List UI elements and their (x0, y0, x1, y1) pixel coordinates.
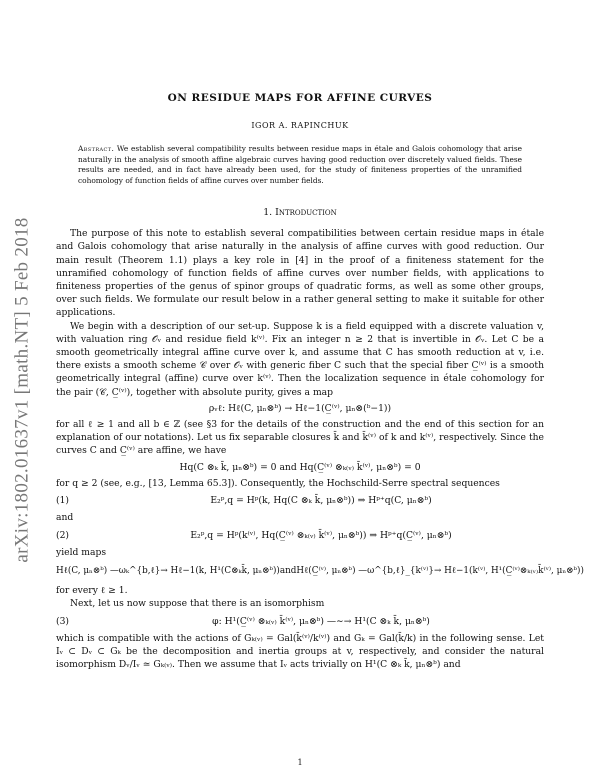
maps-display (56, 565, 584, 578)
page-number: 1 (297, 758, 303, 767)
abstract (78, 144, 522, 186)
paragraph-6: which is compatible with the actions of Gₖ₍ᵥ₎ = Gal(k̄⁽ᵛ⁾/k⁽ᵛ⁾) and Gₖ = Gal(k̄/k) in the following sense. Let Iᵥ ⊂ Dᵥ ⊂ Gₖ be the decomposition and inertia groups at v, respectively, and consider the natural isomorphism Dᵥ/Iᵥ ≃ Gₖ₍ᵥ₎. Then we assume that Iᵥ acts trivially on H¹(C ⊗ₖ k̄, μₙ⊗ᵇ) and (56, 632, 544, 671)
paragraph-1: The purpose of this note to establish several compatibilities between certain residue maps in étale and Galois cohomology that arise naturally in the analysis of affine curves with good reduction. Our main result (Theorem 1.1) plays a key role in [4] in the proof of a finiteness statement for the unramified cohomology of function fields of affine curves over number fields, with applications to finiteness properties of the genus of spinor groups of quadratic forms, as well as some other groups, over such fields. We formulate our result below in a rather general setting to make it suitable for other applications. (56, 228, 544, 319)
paragraph-4: for q ≥ 2 (see, e.g., [13, Lemma 65.3]). Consequently, the Hochschild-Serre spectral sequences (56, 477, 500, 489)
equation-2-row (56, 529, 544, 542)
equation-3: φ: H¹(C̲⁽ᵛ⁾ ⊗ₖ₍ᵥ₎ k̄⁽ᵛ⁾, μₙ⊗ᵇ) —∼→ H¹(C ⊗ₖ k̄, μₙ⊗ᵇ) (212, 615, 430, 627)
map-and: and (279, 565, 297, 576)
equation-3-row (56, 615, 544, 628)
for-every-text: for every ℓ ≥ 1. (56, 585, 128, 597)
map-right: Hℓ(C̲⁽ᵛ⁾, μₙ⊗ᵇ) —ω^{b,ℓ}_{k⁽ᵛ⁾}→ Hℓ−1(k⁽ᵛ⁾, H¹(C̲⁽ᵛ⁾⊗ₖ₍ᵥ₎k̄⁽ᵛ⁾, μₙ⊗ᵇ)) (296, 565, 584, 576)
section-heading: 1. Introduction (263, 207, 337, 219)
equation-rho: ρᵥℓ: Hℓ(C, μₙ⊗ᵇ) → Hℓ−1(C̲⁽ᵛ⁾, μₙ⊗(ᵇ−1)) (208, 402, 392, 414)
paper-title: ON RESIDUE MAPS FOR AFFINE CURVES (167, 92, 433, 104)
map-left: Hℓ(C, μₙ⊗ᵇ) —ωₖ^{b,ℓ}→ Hℓ−1(k, H¹(C⊗ₖk̄, μₙ⊗ᵇ)) (56, 565, 280, 576)
paper-page (56, 92, 584, 671)
equation-vanishing: Hq(C ⊗ₖ k̄, μₙ⊗ᵇ) = 0 and Hq(C̲⁽ᵛ⁾ ⊗ₖ₍ᵥ₎ k̄⁽ᵛ⁾, μₙ⊗ᵇ) = 0 (179, 461, 421, 473)
arxiv-stamp-text: arXiv:1802.01637v1 [math.NT] 5 Feb 2018 (12, 217, 33, 563)
paragraph-2: We begin with a description of our set-up. Suppose k is a field equipped with a discrete valuation v, with valuation ring 𝒪ᵥ and residue field k⁽ᵛ⁾. Fix an integer n ≥ 2 that is invertible in 𝒪ᵥ. Let C be a smooth geometrically integral affine curve over k, and assume that C has smooth reduction at v, i.e. there exists a smooth scheme 𝒞 over 𝒪ᵥ with generic fiber C such that the special fiber C̲⁽ᵛ⁾ is a smooth geometrically integral (affine) curve over k⁽ᵛ⁾. Then the localization sequence in étale cohomology for the pair (𝒞, C̲⁽ᵛ⁾), together with absolute purity, gives a map (56, 320, 544, 398)
abstract-text: We establish several compatibility results between residue maps in étale and Galois cohomology that arise naturally in the analysis of smooth affine algebraic curves having good reduction over discretely valued fields. These results are needed, and in fact have already been used, for the study of finiteness properties of the unramified cohomology of function fields of affine curves over number fields. (78, 144, 522, 185)
equation-1-row (56, 494, 544, 507)
author: IGOR A. RAPINCHUK (251, 121, 349, 131)
equation-2: E₂ᵖ,q = Hᵖ(k⁽ᵛ⁾, Hq(C̲⁽ᵛ⁾ ⊗ₖ₍ᵥ₎ k̄⁽ᵛ⁾, μₙ⊗ᵇ)) ⇒ Hᵖ⁺q(C̲⁽ᵛ⁾, μₙ⊗ᵇ) (190, 529, 452, 541)
paragraph-5: Next, let us now suppose that there is an isomorphism (70, 598, 325, 610)
equation-2-number: (2) (56, 529, 70, 541)
and-text: and (56, 512, 74, 524)
equation-1-number: (1) (56, 495, 70, 507)
paragraph-3: for all ℓ ≥ 1 and all b ∈ ℤ (see §3 for the details of the construction and the end of this section for an explanation of our notations). Let us fix separable closures k̄ and k̄⁽ᵛ⁾ of k and k⁽ᵛ⁾, respectively. Since the curves C and C̲⁽ᵛ⁾ are affine, we have (56, 419, 544, 457)
equation-1: E₂ᵖ,q = Hᵖ(k, Hq(C ⊗ₖ k̄, μₙ⊗ᵇ)) ⇒ Hᵖ⁺q(C, μₙ⊗ᵇ) (210, 495, 432, 507)
arxiv-stamp (8, 180, 38, 600)
abstract-label: Abstract. (78, 144, 115, 154)
equation-3-number: (3) (56, 615, 70, 627)
yield-maps-text: yield maps (56, 546, 107, 558)
